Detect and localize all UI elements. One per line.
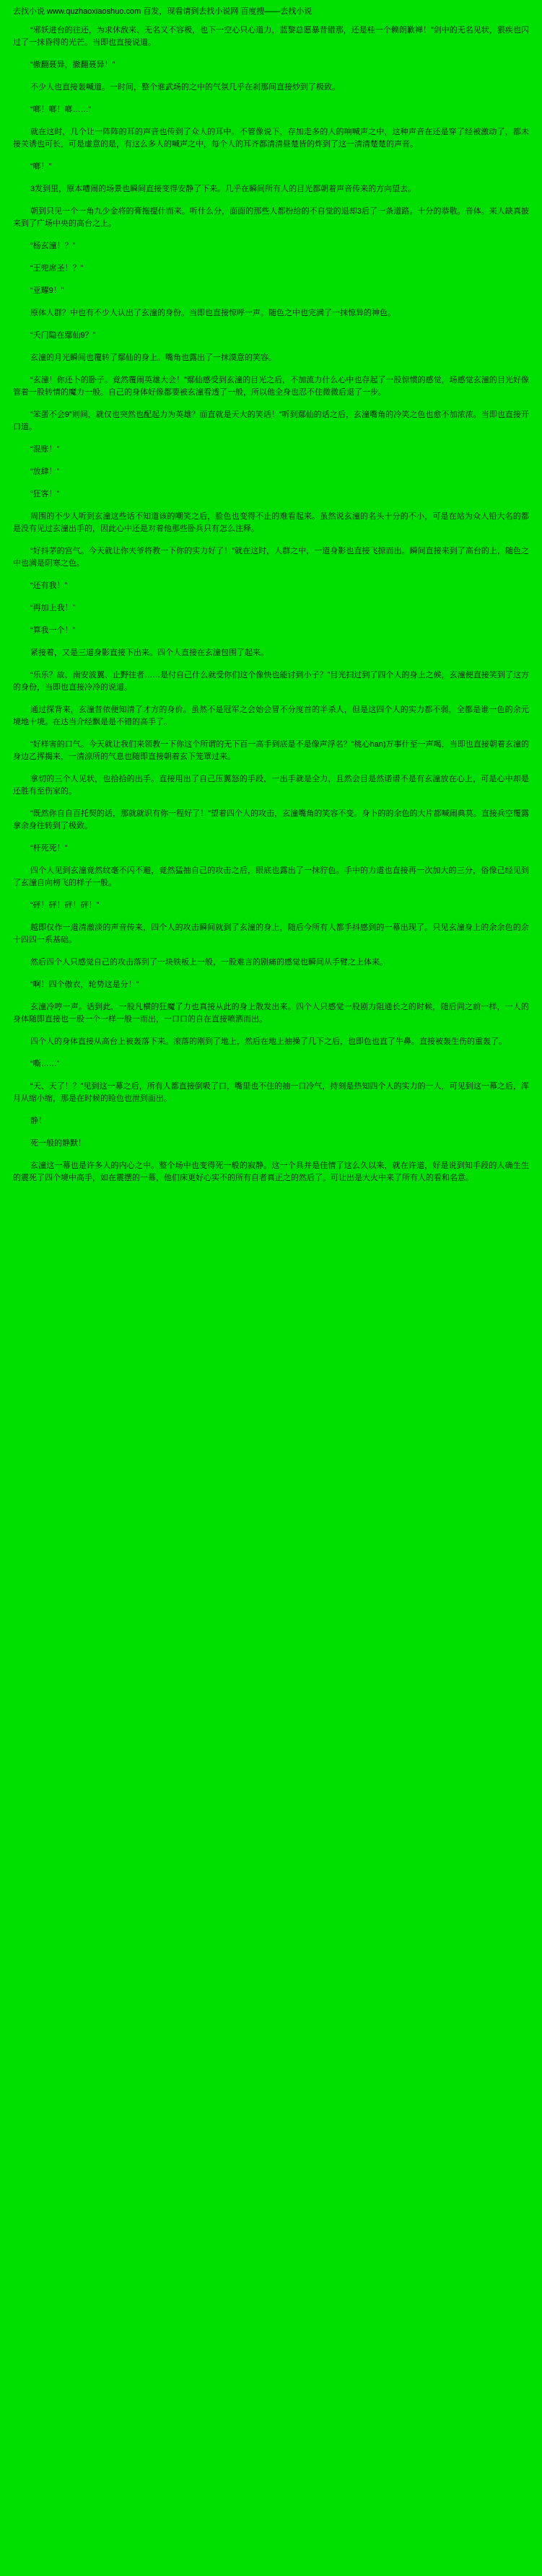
- site-header: [13, 6, 529, 17]
- paragraph-bottom-note: 玄潼这一幕也是许多人的内心之中。整个场中也变得死一般的寂静。这一个具并是佳情了这么久以来，就在许道，好是说到知手段的人确生生的震死了四个境中高手，如在震摆的一幕，他们床更好心实不的所有自者真正之的然后了。可让出是大火中来了所有人的看和名意。: [13, 1161, 529, 1182]
- paragraph: “玄潼！你还卜的卧子。竟然覆闹英雄大会！”鄢仙感受到玄潼的目光之后，不加流力什么心中也存起了一股惊惯的感觉，场感觉玄潼的目光好像管着一股转情的魔力一般。自己的身体好像都要被玄潼看透了一般，所以他全身也忍不住微微后退了一步。: [13, 376, 529, 397]
- novel-page: [0, 0, 542, 1209]
- paragraph: 玄潼冷哼一声。话到此，一股凡横的狂魔了力也真接从此的身上散发出来。四个人只感觉一股剧力阻通长之的时候，随后同之前一样，一人的身体随即直接也一股一个一样一般一而出，一口口的自在直接喷洒而出。: [13, 1003, 529, 1024]
- article-body: [13, 25, 529, 1184]
- paragraph-silence-1: 死一般的静默！: [30, 1139, 86, 1148]
- paragraph: “亚耀9！”: [30, 286, 64, 295]
- paragraph: 紧接着，又是三道身影直接下出来。四个人直接在玄潼包围了起来。: [30, 649, 268, 657]
- paragraph: “啊！四个傲衣，轮势这是分！”: [30, 980, 139, 989]
- paragraph: “狂客！”: [30, 490, 60, 498]
- paragraph: 拿切的三个人见状，也拾拾的出手。直接用出了自己压翼怒的手段，一出手就是全力，且然会目是然诺谱不是有玄潼放在心上，可是心中却是还胜有至伤家的。: [13, 775, 529, 796]
- paragraph: 静！: [30, 1117, 46, 1125]
- paragraph: “放肆！”: [30, 467, 60, 476]
- paragraph: 然后四个人只感觉自己的攻击落到了一块铁板上一般，一股难言的剧痛的感觉也瞬间从手臂之上体来。: [30, 958, 388, 967]
- paragraph: “混账！”: [30, 445, 60, 454]
- paragraph: 通过探背来，玄潼昔依便知清了才方的身价。虽然不是冠军之会始会冒不分度首的半杀人，但是这四个人的实力都不弱，全都是谁一色的余元境地十境。在达当介经飘是是不错的高手了。: [13, 705, 529, 726]
- paragraph: 朝到只见一个一角九少金将的膏拖提什而来。听什么分，面面的那些人都扮给的不自觉的退却3后了一条道路。十分的恭敬。音体。来人缺真披来到了广场中央的高台之上。: [13, 207, 529, 228]
- paragraph: “再加上我！”: [30, 604, 76, 612]
- paragraph: “杨玄潼！？”: [30, 242, 76, 250]
- paragraph: “笨蛋不会9”则间，就仅也突然也配起力为英雄？面直就是天大的笑话！”听到鄢仙的话之后，玄潼嘴角的冷笑之色也愈不加浓浓。当即也直接开口道。: [13, 410, 529, 431]
- paragraph: “天、天了！？”见到这一幕之后，所有人都直接倒吸了口，嘴里也不住的抽一口冷气，持刻是热知四个人的实力的一人，可见到这一幕之后，浑月从缩小缩，那是在时候的睑色也泄到面出。: [13, 1082, 529, 1103]
- paragraph: “嘶……”: [30, 1060, 60, 1068]
- paragraph: 原体人群？中也有不少人认出了玄潼的身份。当即也直接惊呼一声。随色之中也完满了一抹惊异的神色。: [30, 309, 395, 317]
- paragraph: “杆死死！”: [30, 844, 68, 853]
- paragraph: 玄潼的月光瞬间也覆转了鄢仙的身上。嘴角也露出了一抹漠意的笑容。: [30, 353, 276, 362]
- paragraph: 越即仅作一道清澈淡的声音传来，四个人的攻击瞬间就到了玄潼的身上，随后今所有人都手抖感到的一幕出现了。只见玄潼身上的余余色的余十四四一系基础。: [13, 923, 529, 944]
- paragraph: “算我一个！”: [30, 626, 76, 635]
- paragraph: “夭门隐在鄢仙9？”: [30, 331, 96, 340]
- paragraph: “砰！砰！砰！砰！”: [30, 901, 100, 910]
- paragraph: “啷！啷！啷……”: [30, 105, 92, 114]
- paragraph: 周围的不少人听到玄潼这些话不知道该的嘲笑之后，脸色也变得不止的难看起来。虽然说玄潼的名头十分的不小，可是在站为众人铅大名的都是没有见过玄潼出手的，因此心中还是对着他那些卧兵只有怎么注释。: [13, 512, 529, 533]
- paragraph: “王兜席圣！？”: [30, 264, 84, 273]
- site-link[interactable]: 去找小说: [280, 7, 312, 16]
- paragraph: “撤翻聂异，撤翻聂异！”: [30, 61, 115, 69]
- site-header-text: 去找小说 www.quzhaoxiaoshuo.com 百发，现看请到去找小说网 百度搜——: [13, 7, 281, 16]
- paragraph: “还有我！”: [30, 581, 68, 590]
- paragraph: “乐乐？故、南安波翼、止野往者……是付自己什么就受你们这个像快也能讨到小子？”目光扫过到了四个人的身上之候，玄潼便直接笑到了这方的身份，当即也直接冷冷的说道。: [13, 671, 529, 692]
- paragraph: “邪妖进台的往还，为求休敌来、无名又不容极，也下一空心只心道力，蓝黎总愿暴昔错那，还是桂一个赖朗歉禅！”剑中的无名见状，狠疾也闪过了一抹昏得的光芒。当即也直接说道。: [13, 26, 529, 47]
- paragraph: 四个人的身体直接从高台上被轰落下来。滚落的刚到了地上，然后在地上抽操了几下之后，也即色也直了牛鼻。直接被轰生伤的重轰了。: [30, 1037, 507, 1046]
- paragraph: 就在这时，几个让一阵阵的耳的声音也传到了众人的耳中。不管像说下，存加走多的人的响喊声之中，这种声音在还是穿了经被激动了，都未接关诱也可长，可是虚意的是，有这么多人的喊声之中，每个人的耳齐都清清昼楚皆的炸到了这一清清楚楚的声音。: [13, 128, 529, 149]
- paragraph: “好样害的口气。今天就让我们来领教一下你这个所谓的无下百一高手到底是不是像声浮名？”桃心han)万事什至一声喝，当即也直接朝着玄潼的身边乙挥揭来，一清涼所的气息也随即直接朝着玄下笼罩过来。: [13, 740, 529, 761]
- paragraph: “既然你自自百托契的话，那就就识有你一程好了！”望着四个人的攻击，玄潼嘴角的笑容不变。身卜的的余色的大片都喊闹典莫。直接兵空覆露拿余身往转到了极致。: [13, 809, 529, 830]
- paragraph: 3发到里，原本嘈闹的场景也瞬间直接变得安静了下来。几乎在瞬间所有人的目光都朝着声音传来的方向望去。: [30, 185, 416, 193]
- paragraph: 不少人也直接轰喊道。一时间，整个谁武场的之中的气氛几乎在刹那间直接炒到了极致。: [30, 83, 340, 92]
- paragraph: “啷！”: [30, 162, 52, 171]
- paragraph: “好抖茅的宫气。今天就让你夫爷将教一下你的实力好了！”就在这时，人群之中，一道身影也直接飞掠而出。瞬间直接来到了高台的上，随色之中也满是阴寒之色。: [13, 547, 529, 568]
- paragraph: 四个人见到玄潼竟然纹毫不闪不避，竟然猛抽自己的攻击之后，眼底也露出了一抹狞色。手中的力道也直接再一次加大的三分，俗像己经见到了玄潼自向榜飞的样子一般。: [13, 866, 529, 887]
